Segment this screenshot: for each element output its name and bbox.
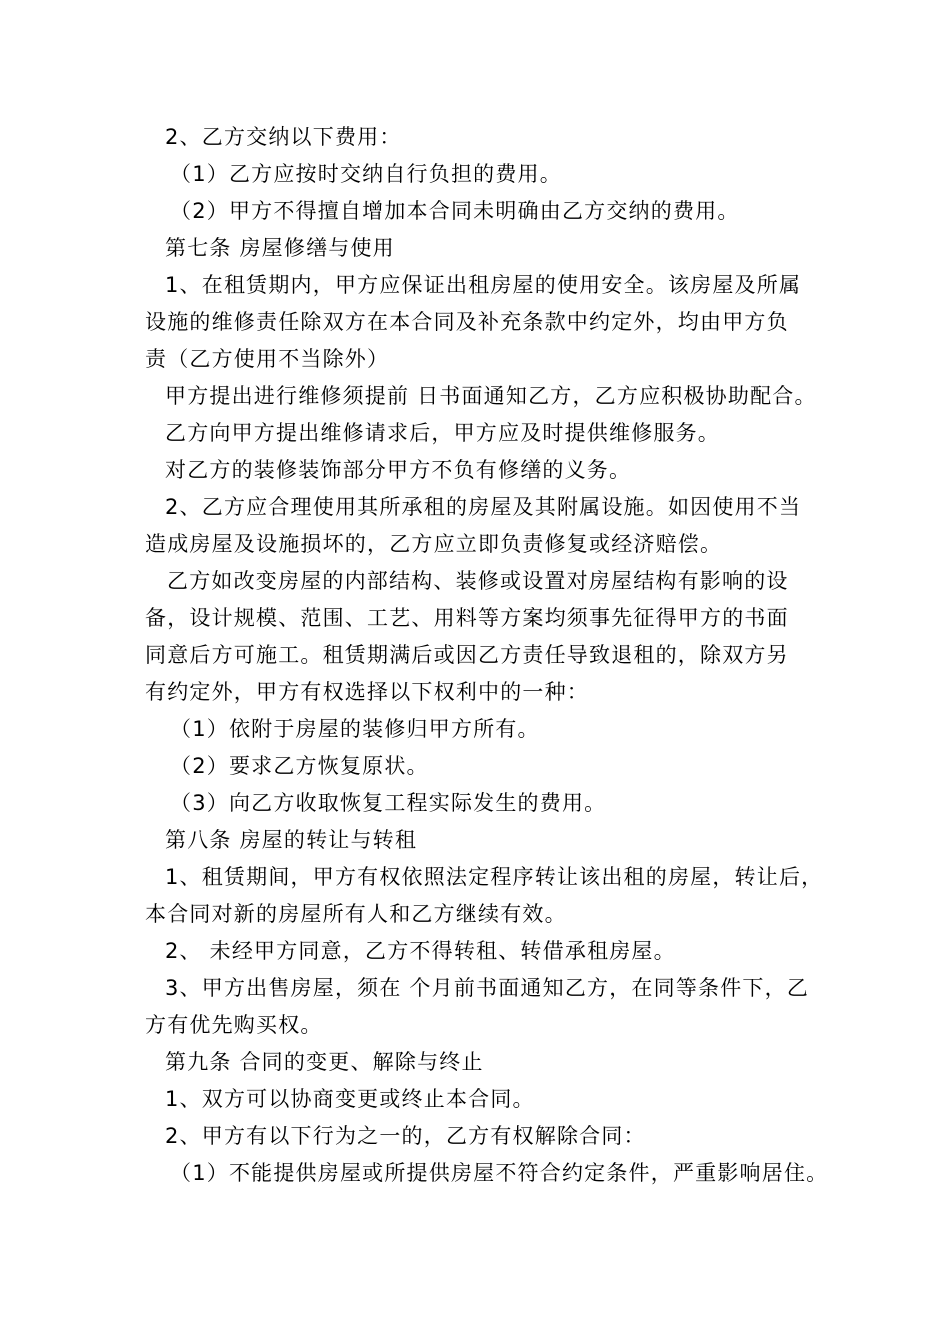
text-line: 乙方如改变房屋的内部结构、装修或设置对房屋结构有影响的设 — [167, 569, 789, 593]
text-line: 对乙方的装修装饰部分甲方不负有修缮的义务。 — [165, 458, 632, 482]
text-line: （2）甲方不得擅自增加本合同未明确由乙方交纳的费用。 — [170, 199, 740, 223]
text-line: 2、 未经甲方同意，乙方不得转租、转借承租房屋。 — [165, 939, 676, 963]
text-line: 1、双方可以协商变更或终止本合同。 — [165, 1087, 535, 1111]
text-line: 设施的维修责任除双方在本合同及补充条款中约定外，均由甲方负 — [145, 310, 789, 334]
text-line: （3）向乙方收取恢复工程实际发生的费用。 — [170, 791, 607, 815]
text-line: 备，设计规模、范围、工艺、用料等方案均须事先征得甲方的书面 — [145, 606, 789, 630]
text-line: （1）乙方应按时交纳自行负担的费用。 — [170, 162, 562, 186]
section-heading: 第七条 房屋修缮与使用 — [165, 236, 395, 260]
text-line: 方有优先购买权。 — [145, 1013, 323, 1037]
text-line: 3、甲方出售房屋，须在 个月前书面通知乙方，在同等条件下，乙 — [165, 976, 810, 1000]
text-line: 甲方提出进行维修须提前 日书面通知乙方，乙方应积极协助配合。 — [165, 384, 817, 408]
text-line: 责（乙方使用不当除外） — [145, 347, 390, 371]
text-line: （1）依附于房屋的装修归甲方所有。 — [170, 717, 540, 741]
text-line: （2）要求乙方恢复原状。 — [170, 754, 429, 778]
section-heading: 第八条 房屋的转让与转租 — [165, 828, 418, 852]
section-heading: 第九条 合同的变更、解除与终止 — [165, 1050, 484, 1074]
text-line: 1、在租赁期内，甲方应保证出租房屋的使用安全。该房屋及所属 — [165, 273, 802, 297]
text-line: 1、租赁期间，甲方有权依照法定程序转让该出租的房屋，转让后， — [165, 865, 824, 889]
text-line: 造成房屋及设施损坏的，乙方应立即负责修复或经济赔偿。 — [145, 532, 723, 556]
text-line: 有约定外，甲方有权选择以下权利中的一种： — [145, 680, 589, 704]
text-line: 2、乙方应合理使用其所承租的房屋及其附属设施。如因使用不当 — [165, 495, 802, 519]
text-line: （1）不能提供房屋或所提供房屋不符合约定条件，严重影响居住。 — [170, 1161, 829, 1185]
text-line: 本合同对新的房屋所有人和乙方继续有效。 — [145, 902, 567, 926]
text-line: 乙方向甲方提出维修请求后，甲方应及时提供维修服务。 — [165, 421, 720, 445]
text-line: 2、甲方有以下行为之一的，乙方有权解除合同： — [165, 1124, 646, 1148]
text-line: 2、乙方交纳以下费用： — [165, 125, 402, 149]
text-line: 同意后方可施工。租赁期满后或因乙方责任导致退租的，除双方另 — [145, 643, 789, 667]
